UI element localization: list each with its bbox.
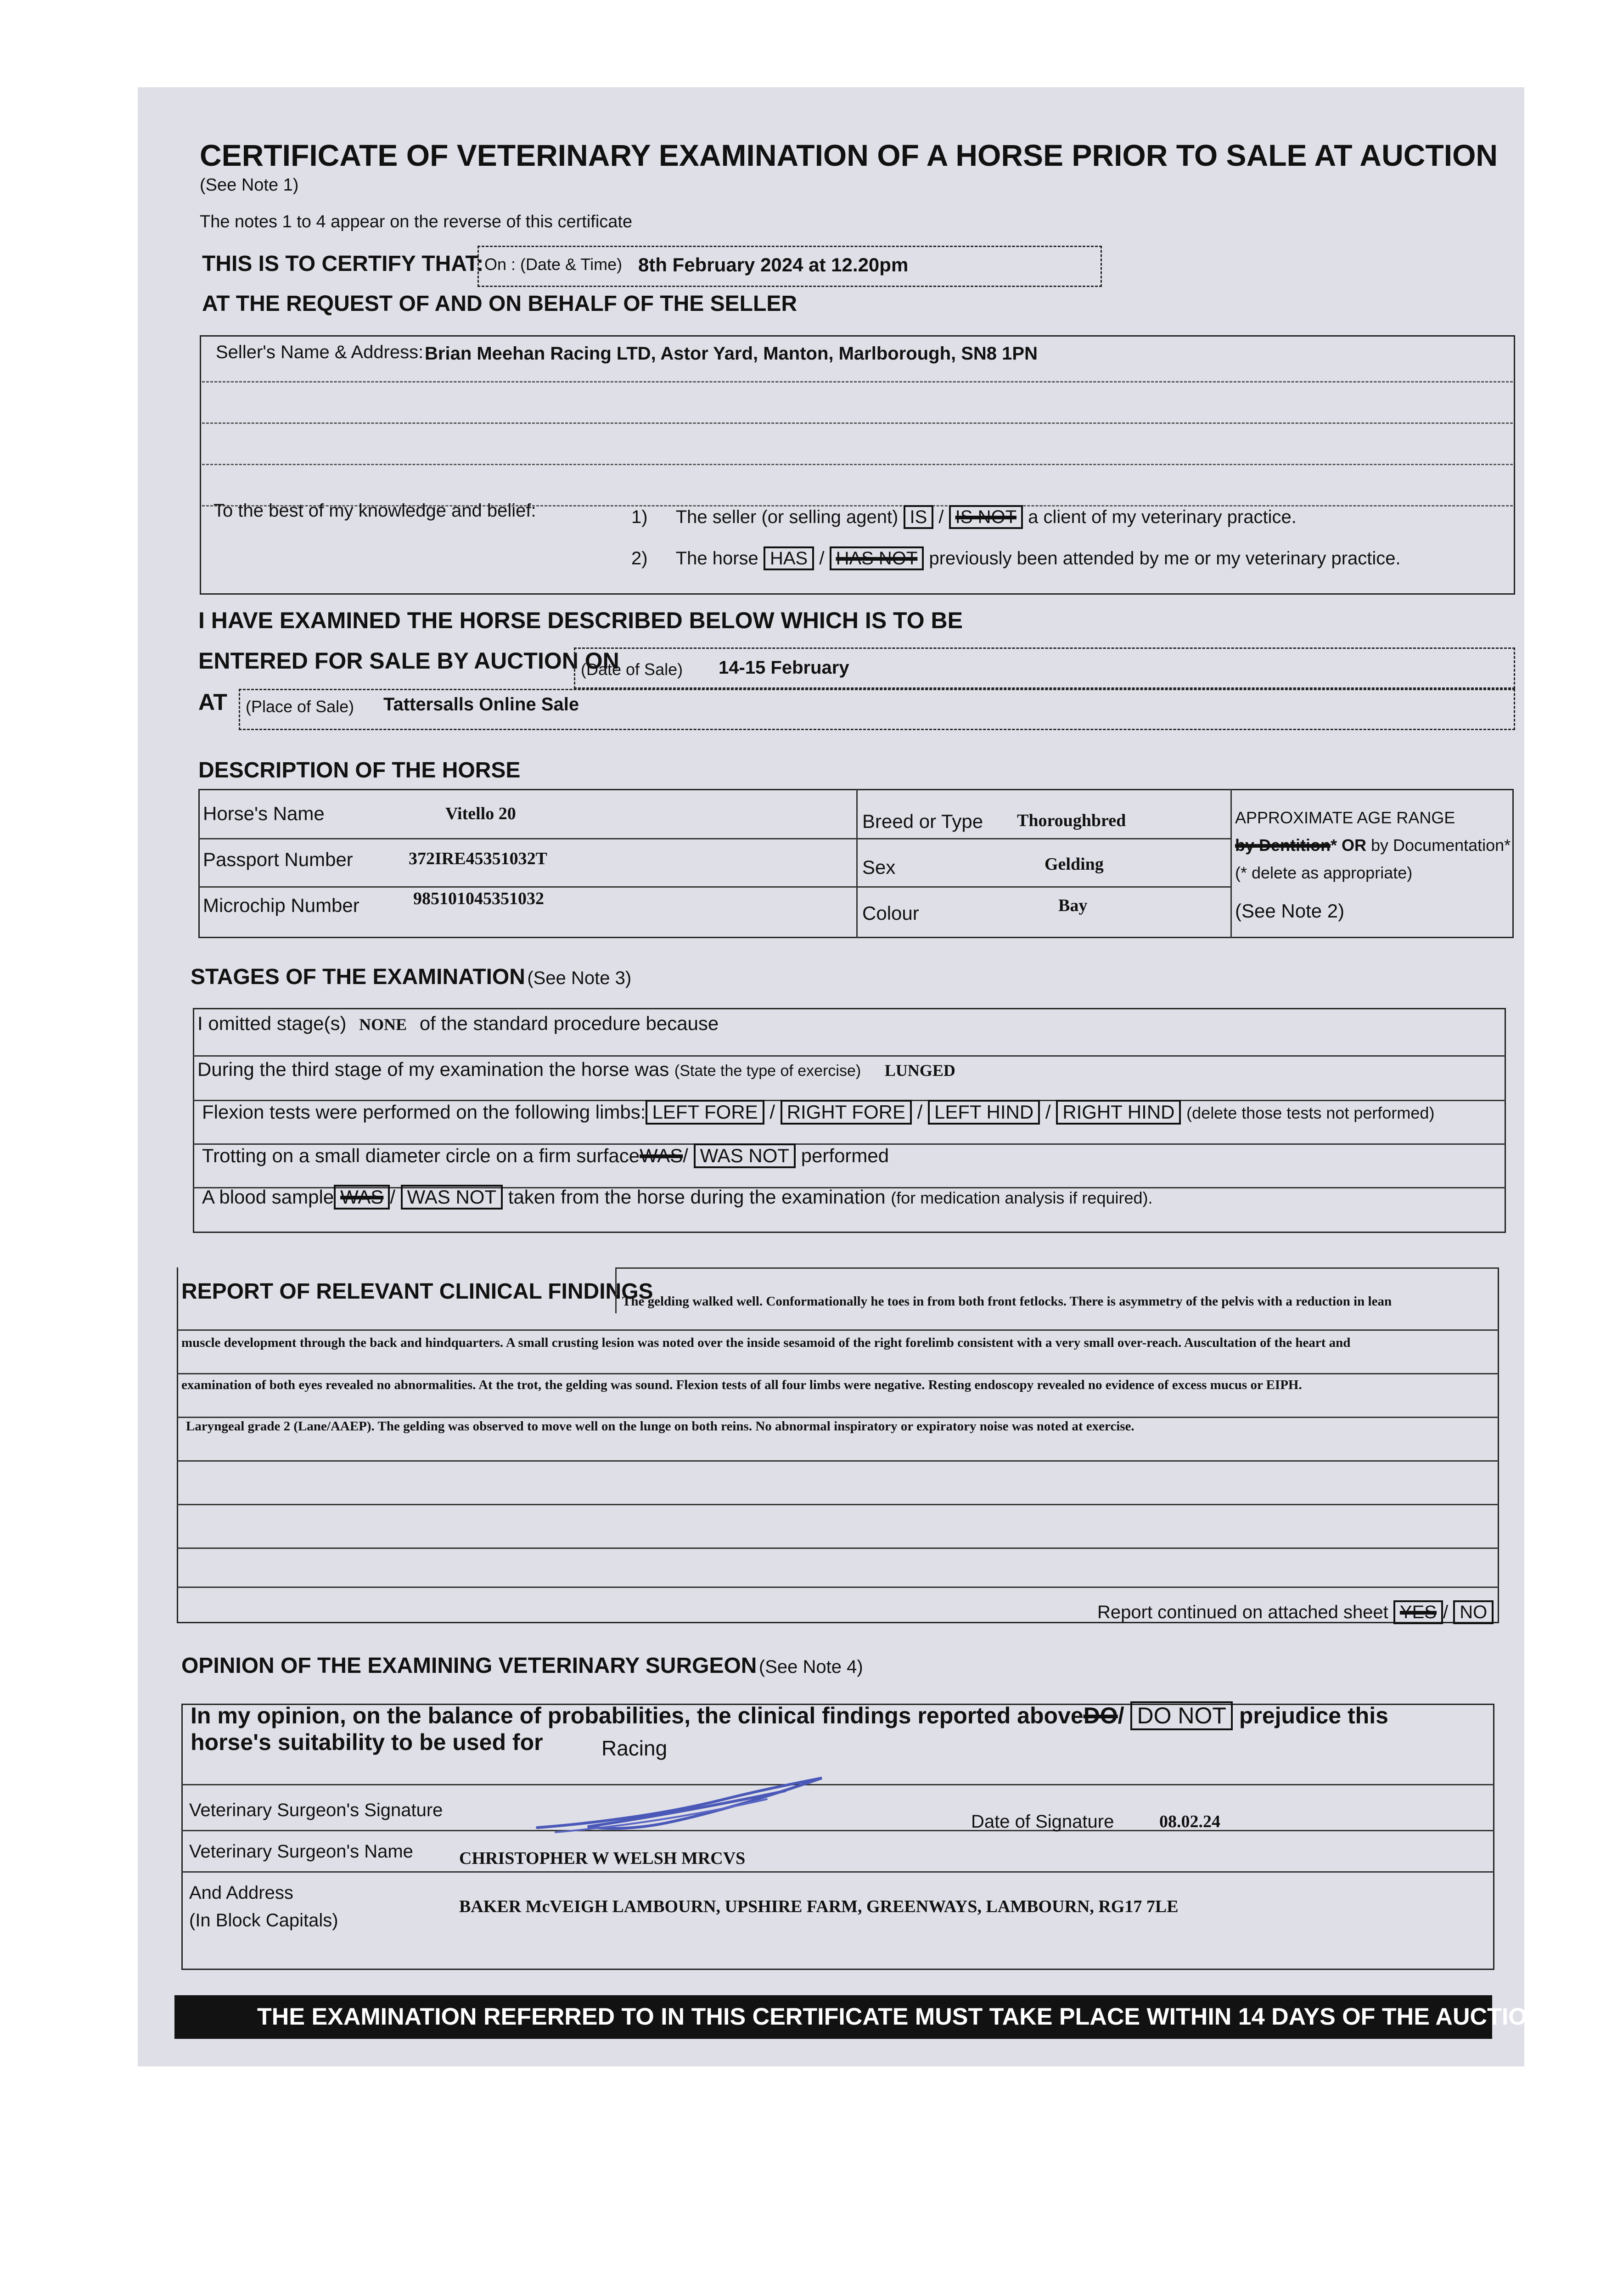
- do-not-option[interactable]: DO NOT: [1130, 1701, 1232, 1730]
- address-label: And Address: [189, 1883, 293, 1903]
- limb-left-hind[interactable]: LEFT HIND: [928, 1100, 1040, 1125]
- opinion-line-3: [181, 1871, 1494, 1873]
- stages-heading-note: (See Note 3): [527, 968, 632, 988]
- colour-value: Bay: [1058, 896, 1088, 915]
- certify-label: THIS IS TO CERTIFY THAT:: [202, 252, 484, 276]
- blood-was-not[interactable]: WAS NOT: [401, 1185, 503, 1210]
- item1-post: a client of my veterinary practice.: [1028, 507, 1297, 527]
- blood-post: taken from the horse during the examination: [508, 1186, 886, 1208]
- vet-name-label: Veterinary Surgeon's Name: [189, 1841, 413, 1862]
- microchip-value: 985101045351032: [413, 889, 544, 908]
- trot-post: performed: [801, 1145, 889, 1166]
- age-or: * OR: [1330, 836, 1366, 855]
- third-pre: During the third stage of my examination the horse was: [197, 1058, 669, 1080]
- desc-divider-2: [1230, 789, 1232, 938]
- omitted-post: of the standard procedure because: [419, 1013, 719, 1034]
- blood-was-struck[interactable]: WAS: [334, 1185, 390, 1210]
- passport-value: 372IRE45351032T: [409, 849, 547, 868]
- findings-line-4: [177, 1460, 1499, 1462]
- age-delete-note: (* delete as appropriate): [1235, 863, 1413, 882]
- has-option[interactable]: HAS: [764, 546, 814, 570]
- opinion-heading-note: (See Note 4): [758, 1657, 863, 1677]
- sex-value: Gelding: [1045, 855, 1104, 874]
- desc-divider-1: [856, 789, 858, 938]
- desc-row-line-2: [198, 886, 1230, 888]
- by-dentition-struck[interactable]: by Dentition: [1235, 836, 1331, 855]
- item2-post: previously been attended by me or my veterinary practice.: [929, 548, 1401, 568]
- use-value: Racing: [601, 1736, 668, 1760]
- blood-note: (for medication analysis if required).: [891, 1188, 1153, 1207]
- item2-number: 2): [631, 548, 648, 568]
- findings-line-5: [177, 1504, 1499, 1505]
- address-label-2: (In Block Capitals): [189, 1910, 338, 1930]
- prejudice-text: prejudice this: [1239, 1703, 1388, 1728]
- footer-banner-text: THE EXAMINATION REFERRED TO IN THIS CERTIFICATE MUST TAKE PLACE WITHIN 14 DAYS OF THE AUCTION: [257, 2003, 1544, 2030]
- item1-pre: The seller (or selling agent): [675, 507, 899, 527]
- seller-value: Brian Meehan Racing LTD, Astor Yard, Manton, Marlborough, SN8 1PN: [425, 343, 1038, 364]
- at-label: AT: [198, 689, 227, 715]
- horse-name-label: Horse's Name: [203, 803, 325, 824]
- findings-line-2: [177, 1373, 1499, 1374]
- age-options: [1235, 836, 1511, 855]
- sale-place-value: Tattersalls Online Sale: [383, 694, 579, 715]
- findings-text-2: muscle development through the back and hindquarters. A small crusting lesion was noted over the inside sesamoid of the right forelimb consistent with a very small over-reach. Auscultation of the heart and: [181, 1335, 1351, 1350]
- sale-place-label: (Place of Sale): [246, 697, 354, 716]
- blood-pre: A blood sample: [202, 1186, 334, 1208]
- see-note-1: (See Note 1): [200, 175, 299, 195]
- omitted-pre: I omitted stage(s): [197, 1013, 347, 1034]
- continued-no[interactable]: NO: [1453, 1600, 1494, 1624]
- on-label: On : (Date & Time): [484, 255, 623, 274]
- examined-label: I HAVE EXAMINED THE HORSE DESCRIBED BELOW WHICH IS TO BE: [198, 608, 963, 633]
- on-value: 8th February 2024 at 12.20pm: [638, 254, 909, 276]
- item2-slash: /: [819, 548, 825, 568]
- do-option-struck[interactable]: DO: [1083, 1703, 1118, 1728]
- findings-line-6: [177, 1548, 1499, 1549]
- description-heading: DESCRIPTION OF THE HORSE: [198, 758, 521, 782]
- third-note: (State the type of exercise): [674, 1062, 861, 1080]
- passport-label: Passport Number: [203, 849, 353, 870]
- seller-label: Seller's Name & Address:: [216, 342, 424, 362]
- date-signature-value: 08.02.24: [1159, 1812, 1220, 1831]
- continued-label: Report continued on attached sheet: [1097, 1602, 1388, 1622]
- seller-item-2: [631, 546, 1401, 570]
- omitted-value: NONE: [359, 1015, 407, 1034]
- opinion-text-1: In my opinion, on the balance of probabilities, the clinical findings reported aboveDO/ DO NOT prejudice this: [191, 1701, 1388, 1730]
- item1-number: 1): [631, 507, 648, 527]
- limb-right-hind[interactable]: RIGHT HIND: [1056, 1100, 1181, 1125]
- findings-heading-divider: [615, 1267, 617, 1313]
- knowledge-label: To the best of my knowledge and belief:: [213, 501, 536, 521]
- has-not-option-struck[interactable]: HAS NOT: [830, 546, 924, 570]
- sale-date-value: 14-15 February: [719, 658, 849, 678]
- limb-right-fore[interactable]: RIGHT FORE: [781, 1100, 912, 1125]
- breed-label: Breed or Type: [862, 810, 983, 832]
- blood-row: A blood sample WAS / WAS NOT taken from the horse during the examination (for medication analysis if required).: [202, 1185, 1153, 1210]
- age-see-note: (See Note 2): [1235, 900, 1345, 922]
- findings-top-line: [615, 1267, 1499, 1269]
- vet-name-value: CHRISTOPHER W WELSH MRCVS: [459, 1849, 746, 1868]
- breed-value: Thoroughbred: [1017, 811, 1126, 830]
- findings-text-4: Laryngeal grade 2 (Lane/AAEP). The gelding was observed to move well on the lunge on both reins. No abnormal inspiratory or expiratory noise was noted at exercise.: [186, 1419, 1134, 1434]
- opinion-text-1-main: In my opinion, on the balance of probabilities, the clinical findings reported above: [191, 1703, 1084, 1728]
- age-range-label: APPROXIMATE AGE RANGE: [1235, 808, 1455, 827]
- seller-line-2: [202, 422, 1513, 424]
- sex-label: Sex: [862, 856, 896, 878]
- horse-name-value: Vitello 20: [445, 804, 516, 823]
- seller-line-1: [202, 381, 1513, 383]
- continued-row: Report continued on attached sheet YES / NO: [1097, 1600, 1494, 1624]
- signature-label: Veterinary Surgeon's Signature: [189, 1800, 443, 1820]
- stages-heading-text: STAGES OF THE EXAMINATION: [191, 965, 525, 989]
- flexion-pre: Flexion tests were performed on the following limbs:: [202, 1101, 646, 1123]
- sale-date-field[interactable]: [574, 647, 1515, 689]
- omitted-row: [197, 1013, 719, 1035]
- findings-text-3: examination of both eyes revealed no abnormalities. At the trot, the gelding was sound. Flexion tests of all four limbs were negative. Resting endoscopy revealed no evidence of excess mucus or EIPH.: [181, 1378, 1302, 1392]
- is-option[interactable]: IS: [904, 505, 934, 529]
- findings-line-7: [177, 1587, 1499, 1588]
- findings-heading: REPORT OF RELEVANT CLINICAL FINDINGS: [181, 1279, 653, 1304]
- flexion-post: (delete those tests not performed): [1186, 1103, 1435, 1122]
- trot-pre: Trotting on a small diameter circle on a firm surface: [202, 1145, 640, 1166]
- opinion-line-2: [181, 1830, 1494, 1831]
- stages-heading: [191, 964, 631, 990]
- item1-slash: /: [938, 507, 944, 527]
- colour-label: Colour: [862, 902, 919, 924]
- address-value: BAKER McVEIGH LAMBOURN, UPSHIRE FARM, GREENWAYS, LAMBOURN, RG17 7LE: [459, 1897, 1179, 1916]
- is-not-option-struck[interactable]: IS NOT: [949, 505, 1023, 529]
- findings-line-1: [177, 1329, 1499, 1331]
- by-documentation[interactable]: by Documentation*: [1371, 836, 1511, 855]
- opinion-heading: [181, 1653, 863, 1678]
- opinion-line-1: [181, 1784, 1494, 1785]
- seller-item-1: [631, 505, 1297, 529]
- trot-row: Trotting on a small diameter circle on a firm surfaceWAS/ WAS NOT performed: [202, 1143, 889, 1168]
- stages-line-1: [193, 1055, 1506, 1057]
- certificate-title: CERTIFICATE OF VETERINARY EXAMINATION OF A HORSE PRIOR TO SALE AT AUCTION: [200, 138, 1498, 172]
- findings-box: [177, 1267, 1499, 1623]
- opinion-heading-text: OPINION OF THE EXAMINING VETERINARY SURGEON: [181, 1654, 757, 1678]
- third-stage-row: [197, 1058, 955, 1080]
- item2-pre: The horse: [675, 548, 758, 568]
- continued-yes-struck[interactable]: YES: [1393, 1600, 1443, 1624]
- sale-date-label: (Date of Sale): [581, 660, 683, 679]
- entered-label: ENTERED FOR SALE BY AUCTION ON: [198, 648, 619, 674]
- findings-line-3: [177, 1417, 1499, 1418]
- flexion-row: Flexion tests were performed on the following limbs: LEFT FORE / RIGHT FORE / LEFT HIND / RIGHT HIND (delete those tests not performed): [202, 1100, 1434, 1125]
- findings-text-1: The gelding walked well. Conformationally he toes in from both front fetlocks. There is asymmetry of the pelvis with a reduction in lean: [622, 1294, 1392, 1309]
- request-label: AT THE REQUEST OF AND ON BEHALF OF THE SELLER: [202, 292, 797, 316]
- date-signature-label: Date of Signature: [971, 1812, 1114, 1832]
- third-value: LUNGED: [884, 1061, 955, 1080]
- trot-was-not[interactable]: WAS NOT: [694, 1143, 796, 1168]
- signature-scribble: [528, 1773, 831, 1841]
- limb-left-fore[interactable]: LEFT FORE: [646, 1100, 764, 1125]
- microchip-label: Microchip Number: [203, 895, 359, 916]
- notes-text: The notes 1 to 4 appear on the reverse of this certificate: [200, 212, 633, 231]
- seller-line-3: [202, 464, 1513, 465]
- opinion-text-2: horse's suitability to be used for: [191, 1729, 543, 1755]
- desc-row-line-1: [198, 838, 1230, 839]
- trot-was-struck[interactable]: WAS: [640, 1145, 683, 1166]
